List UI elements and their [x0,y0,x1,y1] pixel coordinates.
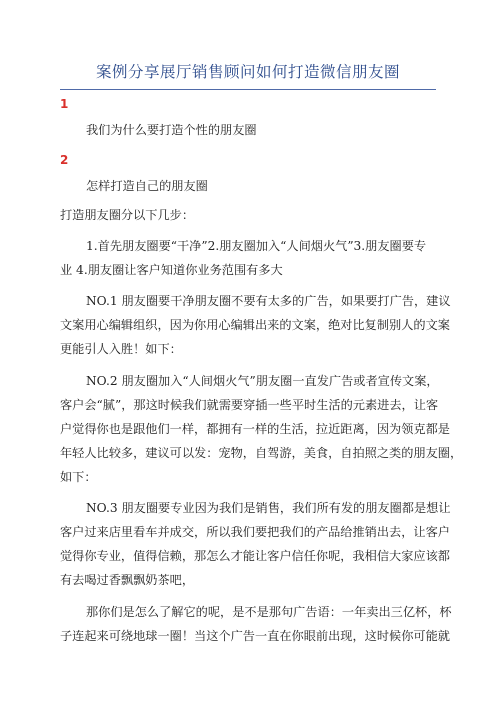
no2-line-4: 年轻人比较多，建议可以发：宠物，自驾游，美食，自拍照之类的朋友圈， [60,446,463,460]
document-title: 案例分享展厅销售顾问如何打造微信朋友圈 [95,63,400,81]
section-heading-1: 我们为什么要打造个性的朋友圈 [86,123,257,137]
no2-line-3: 户觉得你也是跟他们一样，都拥有一样的生活，拉近距离，因为领克都是 [60,422,450,436]
no2-line-2: 客户会“腻”，那这时候我们就需要穿插一些平时生活的元素进去，让客 [60,398,439,412]
no3-line-3: 觉得你专业，值得信赖，那怎么才能让客户信任你呢，我相信大家应该都 [60,549,450,563]
no1-line-3: 更能引人入胜！如下： [60,342,182,356]
steps-line-2: 业 4.朋友圈让客户知道你业务范围有多大 [60,263,283,277]
body-line-1: 那你们是怎么了解它的呢，是不是那句广告语：一年卖出三亿杯，杯 [86,605,452,619]
no3-line-2: 客户过来店里看车并成交，所以我们要把我们的产品给推销出去，让客户 [60,525,450,539]
section-heading-2: 怎样打造自己的朋友圈 [86,179,208,193]
body-line-2: 子连起来可绕地球一圈！当这个广告一直在你眼前出现，这时候你可能就 [60,629,450,643]
no2-line-5: 如下： [60,470,97,484]
intro-line: 打造朋友圈分以下几步： [60,208,195,222]
no3-line-4: 有去喝过香飘飘奶茶吧， [60,573,195,587]
title-divider [60,89,436,90]
no3-line-1: NO.3 朋友圈要专业因为我们是销售，我们所有发的朋友圈都是想让 [86,501,451,515]
no1-line-2: 文案用心编辑组织，因为你用心编辑出来的文案，绝对比复制别人的文案 [60,318,450,332]
no1-line-1: NO.1 朋友圈要干净朋友圈不要有太多的广告，如果要打广告，建议 [86,294,451,308]
section-number-1: 1 [60,97,69,111]
no2-line-1: NO.2 朋友圈加入“人间烟火气”朋友圈一直发广告或者宣传文案， [86,374,439,388]
section-number-2: 2 [60,153,69,167]
steps-line-1: 1.首先朋友圈要“干净”2.朋友圈加入“人间烟火气”3.朋友圈要专 [86,239,427,253]
